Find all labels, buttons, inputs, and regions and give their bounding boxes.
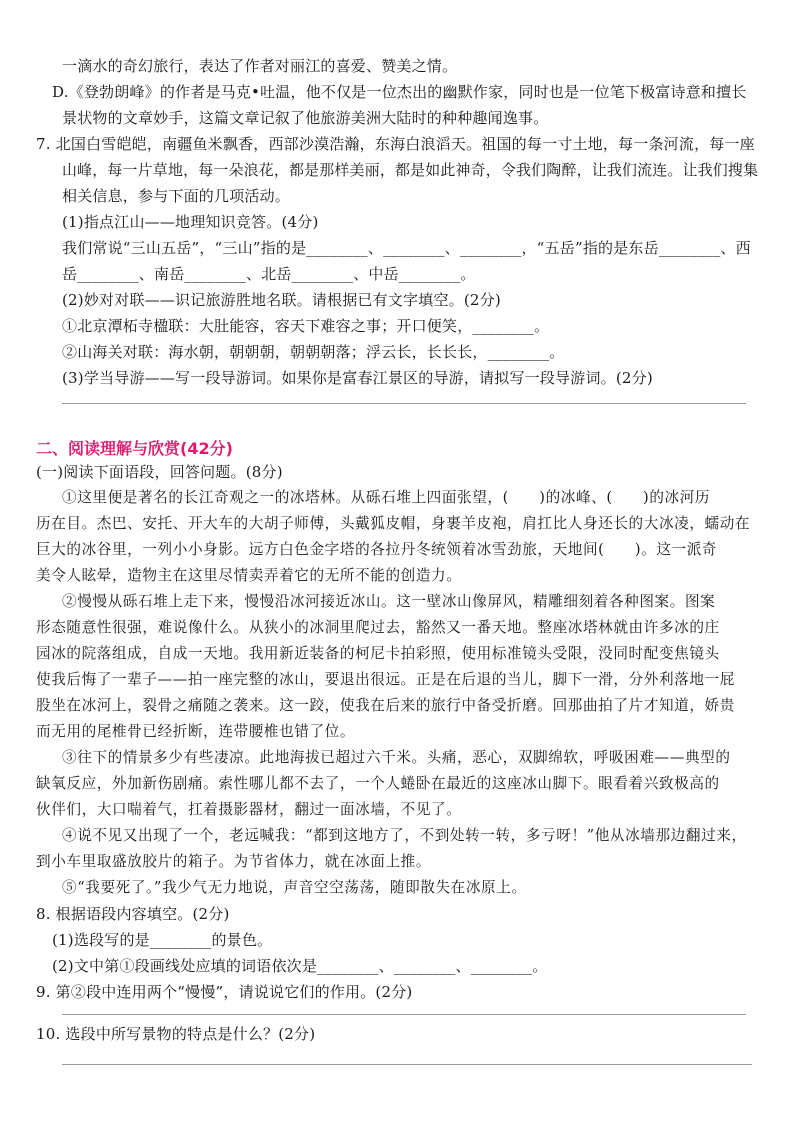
question-9: 9. 第②段中连用两个“慢慢”，请说说它们的作用。(2分) bbox=[36, 983, 413, 1001]
text-line: 一滴水的奇幻旅行，表达了作者对丽江的喜爱、赞美之情。 bbox=[62, 57, 458, 75]
answer-line bbox=[62, 403, 746, 404]
section-title: 二、阅读理解与欣赏(42分) bbox=[36, 439, 233, 458]
sub-question: (1)指点江山——地理知识竞答。(4分) bbox=[62, 213, 319, 231]
sub-question: (2)妙对对联——识记旅游胜地名联。请根据已有文字填空。(2分) bbox=[62, 291, 501, 309]
passage-line: 历在目。杰巴、安托、开大车的大胡子师傅，头戴狐皮帽，身裹羊皮袍，肩扛比人身还长的大冰凌，蠕动在 bbox=[36, 515, 751, 532]
answer-line bbox=[62, 1064, 752, 1065]
passage-line: ⑤“我要死了。”我少气无力地说，声音空空荡荡，随即散失在冰原上。 bbox=[62, 879, 527, 896]
passage-line: ②慢慢从砾石堆上走下来，慢慢沿冰河接近冰山。这一壁冰山像屏风，精雕细刻着各种图案。图案 bbox=[62, 593, 716, 610]
text-line: 岳________、南岳________、北岳________、中岳________。 bbox=[62, 265, 476, 283]
passage-line: 缺氧反应，外加新伤剧痛。索性哪儿都不去了，一个人蜷卧在最近的这座冰山脚下。眼看着兴致极高的 bbox=[36, 775, 720, 792]
text-line: 山峰，每一片草地，每一朵浪花，都是那样美丽，都是如此神奇，令我们陶醉，让我们流连。让我们搜集 bbox=[62, 161, 759, 179]
text-line: ①北京潭柘寺楹联：大肚能容，容天下难容之事；开口便笑，________。 bbox=[62, 317, 550, 335]
question-7: 7. 北国白雪皑皑，南疆鱼米飘香，西部沙漠浩瀚，东海白浪滔天。祖国的每一寸土地，每一条河流，每一座 bbox=[36, 135, 755, 153]
passage-line: ①这里便是著名的长江奇观之一的冰塔林。从砾石堆上四面张望，( )的冰峰、( )的冰河历 bbox=[62, 489, 711, 506]
passage-line: 美令人眩晕，造物主在这里尽情卖弄着它的无所不能的创造力。 bbox=[36, 567, 462, 584]
passage-line: 股坐在冰河上，裂骨之痛随之袭来。这一跤，使我在后来的旅行中备受折磨。回那曲拍了片才知道，娇贵 bbox=[36, 697, 735, 714]
sub-question: (2)文中第①段画线处应填的词语依次是________、________、________。 bbox=[52, 957, 548, 975]
passage-line: 巨大的冰谷里，一列小小身影。远方白色金字塔的各拉丹冬统领着冰雪劲旅，天地间( )。这一派奇 bbox=[36, 541, 718, 558]
reading-instruction: (一)阅读下面语段，回答问题。(8分) bbox=[36, 463, 283, 481]
passage-line: 使我后悔了一辈子——拍一座完整的冰山，要退出很远。正是在后退的当儿，脚下一滑，分外利落地一屁 bbox=[36, 671, 735, 688]
text-line: 我们常说“三山五岳”，“三山”指的是________、________、________，“五岳”指的是东岳________、西 bbox=[62, 239, 751, 257]
passage-line: 园冰的院落组成，自成一天地。我用新近装备的柯尼卡拍彩照，使用标准镜头受限，没同时配变焦镜头 bbox=[36, 645, 720, 662]
text-line: ②山海关对联：海水朝，朝朝朝，朝朝朝落；浮云长，长长长，________。 bbox=[62, 343, 565, 361]
passage-line: 而无用的尾椎骨已经折断，连带腰椎也错了位。 bbox=[36, 723, 356, 740]
option-d: D.《登勃朗峰》的作者是马克•吐温，他不仅是一位杰出的幽默作家，同时也是一位笔下极富诗意和擅长 bbox=[52, 83, 747, 101]
passage-line: 形态随意性很强，难说像什么。从狭小的冰洞里爬过去，豁然又一番天地。整座冰塔林就由许多冰的庄 bbox=[36, 619, 720, 636]
passage-line: 伙伴们，大口喘着气，扛着摄影器材，翻过一面冰墙，不见了。 bbox=[36, 801, 462, 818]
text-line: 相关信息，参与下面的几项活动。 bbox=[62, 187, 291, 205]
passage-line: ③往下的情景多少有些凄凉。此地海拔已超过六千米。头痛，恶心，双脚绵软，呼吸困难——典型的 bbox=[62, 749, 731, 766]
sub-question: (3)学当导游——写一段导游词。如果你是富春江景区的导游，请拟写一段导游词。(2分) bbox=[62, 369, 653, 387]
text-line: 景状物的文章妙手，这篇文章记叙了他旅游美洲大陆时的种种趣闻逸事。 bbox=[62, 109, 549, 127]
answer-line bbox=[62, 1014, 746, 1015]
passage-line: 到小车里取盛放胶片的箱子。为节省体力，就在冰面上推。 bbox=[36, 853, 432, 870]
sub-question: (1)选段写的是________的景色。 bbox=[52, 931, 273, 949]
question-10: 10. 选段中所写景物的特点是什么？(2分) bbox=[36, 1025, 316, 1043]
question-8: 8. 根据语段内容填空。(2分) bbox=[36, 905, 230, 923]
passage-line: ④说不见又出现了一个，老远喊我：“都到这地方了，不到处转一转，多亏呀！”他从冰墙那边翻过来， bbox=[62, 827, 747, 844]
